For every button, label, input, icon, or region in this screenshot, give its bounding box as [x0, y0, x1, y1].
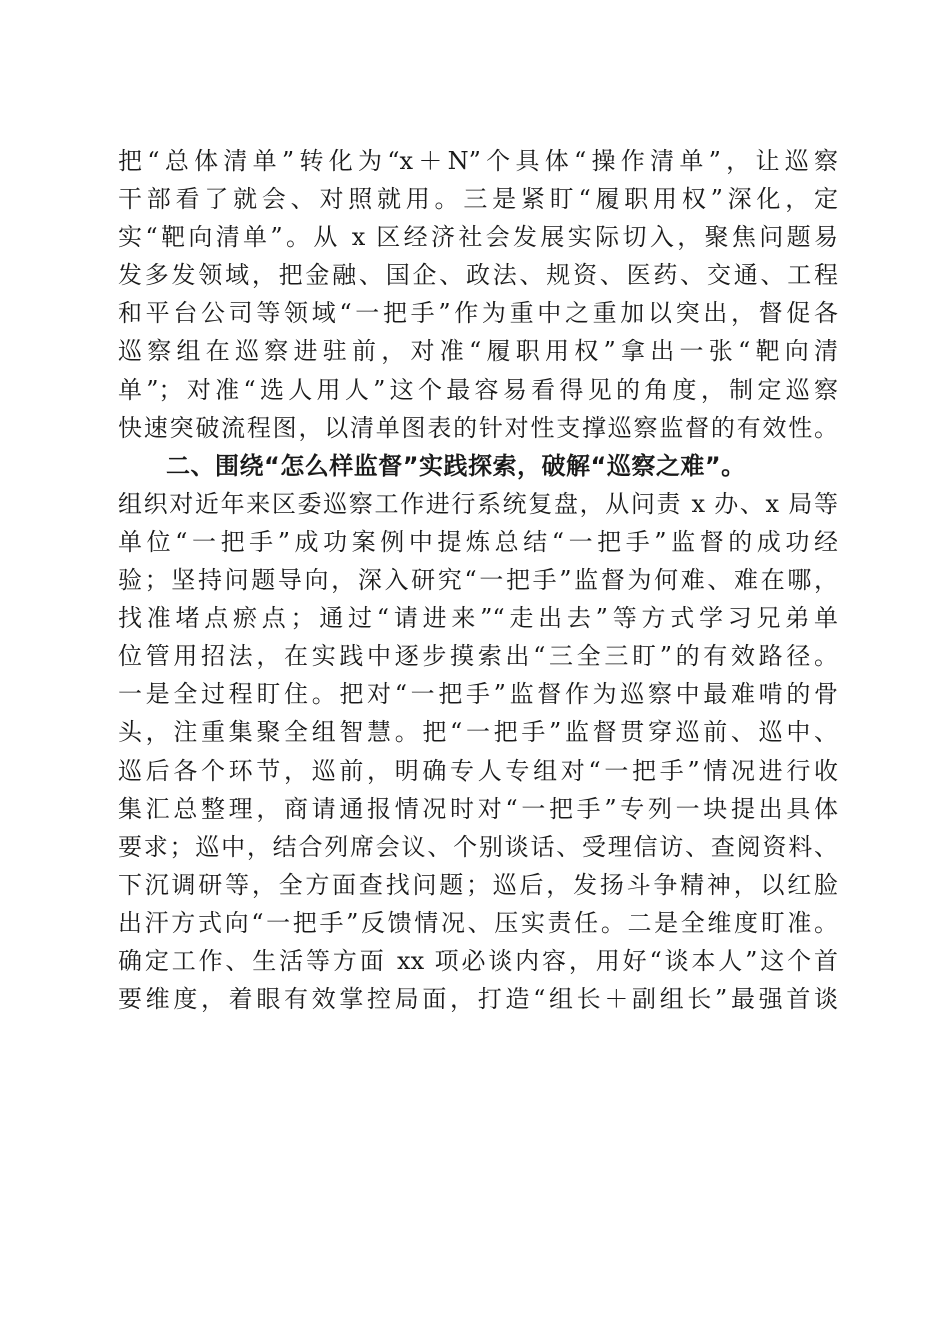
text-line: 要维度，着眼有效掌控局面，打造“组长＋副组长”最强首谈 — [118, 985, 838, 1014]
text-line: 实“靶向清单”。从 x 区经济社会发展实际切入，聚焦问题易 — [118, 223, 838, 252]
text-line: 把“总体清单”转化为“x＋N”个具体“操作清单”，让巡察 — [118, 147, 838, 175]
text-line: 干部看了就会、对照就用。三是紧盯“履职用权”深化，定 — [118, 185, 838, 214]
text-line: 要求；巡中，结合列席会议、个别谈话、受理信访、查阅资料、 — [118, 832, 838, 861]
text-line: 确定工作、生活等方面 xx 项必谈内容，用好“谈本人”这个首 — [118, 946, 838, 975]
text-line: 出汗方式向“一把手”反馈情况、压实责任。二是全维度盯准。 — [118, 908, 838, 937]
section-heading: 二、围绕“怎么样监督”实践探索，破解“巡察之难”。 — [166, 451, 746, 480]
text-line: 找准堵点瘀点；通过“请进来”“走出去”等方式学习兄弟单 — [118, 604, 838, 633]
text-line: 和平台公司等领域“一把手”作为重中之重加以突出，督促各 — [118, 299, 838, 328]
text-line: 一是全过程盯住。把对“一把手”监督作为巡察中最难啃的骨 — [118, 680, 838, 709]
text-line: 巡察组在巡察进驻前，对准“履职用权”拿出一张“靶向清 — [118, 337, 838, 366]
text-line: 验；坚持问题导向，深入研究“一把手”监督为何难、难在哪， — [118, 566, 838, 595]
text-line: 单”；对准“选人用人”这个最容易看得见的角度，制定巡察 — [118, 375, 838, 404]
text-line: 组织对近年来区委巡察工作进行系统复盘，从问责 x 办、x 局等 — [118, 489, 838, 518]
document-body — [118, 142, 838, 1018]
text-line: 快速突破流程图，以清单图表的针对性支撑巡察监督的有效性。 — [118, 413, 838, 442]
text-line: 单位“一把手”成功案例中提炼总结“一把手”监督的成功经 — [118, 527, 838, 556]
text-line: 巡后各个环节，巡前，明确专人专组对“一把手”情况进行收 — [118, 756, 838, 785]
text-line: 下沉调研等，全方面查找问题；巡后，发扬斗争精神，以红脸 — [118, 870, 838, 899]
text-line: 集汇总整理，商请通报情况时对“一把手”专列一块提出具体 — [118, 794, 838, 823]
text-line: 位管用招法，在实践中逐步摸索出“三全三盯”的有效路径。 — [118, 642, 838, 671]
text-line: 头，注重集聚全组智慧。把“一把手”监督贯穿巡前、巡中、 — [118, 718, 838, 747]
text-line: 发多发领域，把金融、国企、政法、规资、医药、交通、工程 — [118, 261, 838, 290]
